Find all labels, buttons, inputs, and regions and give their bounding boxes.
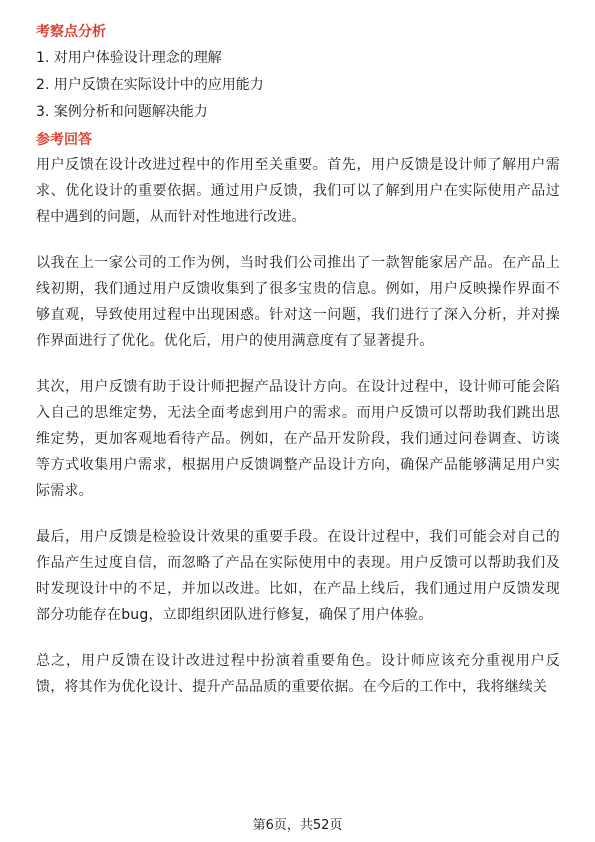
analysis-item: 2. 用户反馈在实际设计中的应用能力 (36, 77, 264, 93)
answer-title: 参考回答 (36, 132, 92, 148)
analysis-title: 考察点分析 (36, 24, 106, 40)
answer-paragraph: 用户反馈在设计改进过程中的作用至关重要。首先，用户反馈是设计师了解用户需求、优化设计的重要依据。通过用户反馈，我们可以了解到用户在实际使用产品过程中遇到的问题，从而针对性地进行改进。 (36, 157, 560, 225)
analysis-item: 1. 对用户体验设计理念的理解 (36, 50, 222, 66)
answer-paragraph: 其次，用户反馈有助于设计师把握产品设计方向。在设计过程中，设计师可能会陷入自己的思维定势，无法全面考虑到用户的需求。而用户反馈可以帮助我们跳出思维定势，更加客观地看待产品。例如，在产品开发阶段，我们通过问卷调查、访谈等方式收集用户需求，根据用户反馈调整产品设计方向，确保产品能够满足用户实际需求。 (36, 379, 560, 499)
answer-paragraph: 最后，用户反馈是检验设计效果的重要手段。在设计过程中，我们可能会对自己的作品产生过度自信，而忽略了产品在实际使用中的表现。用户反馈可以帮助我们及时发现设计中的不足，并加以改进。比如，在产品上线后，我们通过用户反馈发现部分功能存在bug，立即组织团队进行修复，确保了用户体验。 (36, 529, 560, 623)
answer-paragraph: 以我在上一家公司的工作为例，当时我们公司推出了一款智能家居产品。在产品上线初期，我们通过用户反馈收集到了很多宝贵的信息。例如，用户反映操作界面不够直观，导致使用过程中出现困惑。针对这一问题，我们进行了深入分析，并对操作界面进行了优化。优化后，用户的使用满意度有了显著提升。 (36, 255, 560, 349)
page-number: 第6页，共52页 (252, 818, 343, 833)
document-page (36, 22, 560, 720)
answer-paragraph: 总之，用户反馈在设计改进过程中扮演着重要角色。设计师应该充分重视用户反馈，将其作为优化设计、提升产品品质的重要依据。在今后的工作中，我将继续关 (36, 653, 560, 695)
analysis-item: 3. 案例分析和问题解决能力 (36, 104, 208, 120)
